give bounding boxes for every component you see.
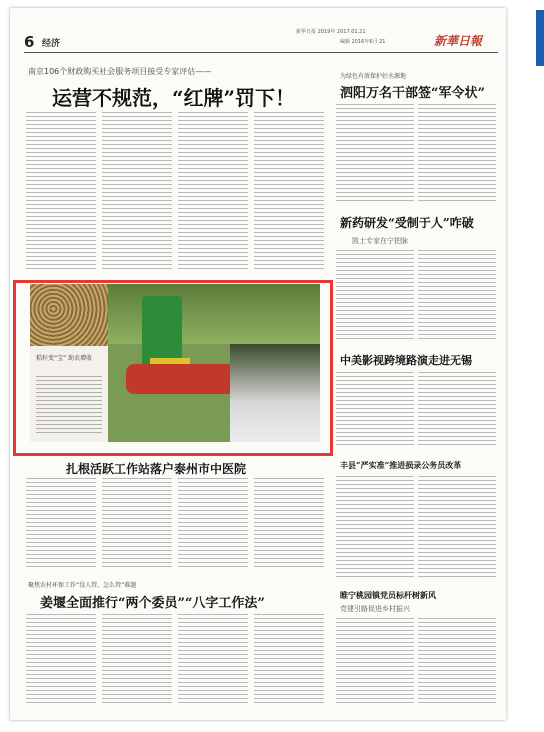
right5-subhead: 党建引路促进乡村振兴 (340, 605, 410, 613)
right2-headline[interactable]: 新药研发“受制于人”咋破 (340, 216, 474, 230)
main-kicker: 南京106个财政购买社会服务项目接受专家评估—— (28, 67, 212, 76)
middle-body-col1 (26, 478, 96, 568)
middle-body-col3 (178, 478, 248, 568)
right4-headline[interactable]: 丰县“严实准”推进损录公务员改革 (340, 460, 462, 470)
selection-highlight (13, 280, 333, 456)
main-body-col1 (26, 112, 96, 272)
middle-body-col4 (254, 478, 324, 568)
right5-body-col1 (336, 618, 414, 706)
main-body-col2 (102, 112, 172, 272)
right1-body-col2 (418, 104, 496, 202)
right1-headline[interactable]: 泗阳万名干部签“军令状” (340, 86, 485, 101)
bottom-kicker: 聚焦农村环保工作“没人管、怎么管”难题 (28, 582, 137, 589)
right2-body-col1 (336, 250, 414, 342)
middle-body-col2 (102, 478, 172, 568)
right5-headline[interactable]: 睢宁桃园镇党员标杆树新风 (340, 590, 436, 600)
header-rule (24, 52, 498, 53)
bottom-body-col4 (254, 614, 324, 706)
main-headline[interactable]: 运营不规范，“红牌”罚下！ (52, 86, 296, 110)
page-number: 6 (24, 33, 35, 51)
right3-body-col2 (418, 372, 496, 448)
header-meta: 新华日报 2019年 2017.01.21 (296, 29, 366, 35)
right5-body-col2 (418, 618, 496, 706)
right3-body-col1 (336, 372, 414, 448)
section-label: 经济 (42, 39, 61, 49)
main-body-col3 (178, 112, 248, 272)
header-date: 编辑 2016年6月 21 (340, 39, 386, 45)
right2-subhead: 凯士专家在宁把脉 (352, 237, 408, 245)
right3-headline[interactable]: 中美影视跨境路演走进无锡 (340, 354, 472, 367)
newspaper-logo: 新華日報 (434, 34, 483, 48)
middle-headline[interactable]: 扎根活跃工作站落户泰州市中医院 (66, 462, 247, 476)
photo-caption-title: 秸秆变“宝” 助农增收 (36, 355, 93, 362)
right1-body-col1 (336, 104, 414, 202)
side-tab[interactable] (536, 10, 544, 66)
right4-body-col1 (336, 476, 414, 578)
right2-body-col2 (418, 250, 496, 342)
bottom-body-col3 (178, 614, 248, 706)
bottom-body-col1 (26, 614, 96, 706)
right1-kicker: 为绿色有效保护好水源地 (340, 73, 407, 80)
right4-body-col2 (418, 476, 496, 578)
main-body-col4 (254, 112, 324, 272)
bottom-body-col2 (102, 614, 172, 706)
bottom-headline[interactable]: 姜堰全面推行“两个委员”“八字工作法” (40, 596, 265, 611)
